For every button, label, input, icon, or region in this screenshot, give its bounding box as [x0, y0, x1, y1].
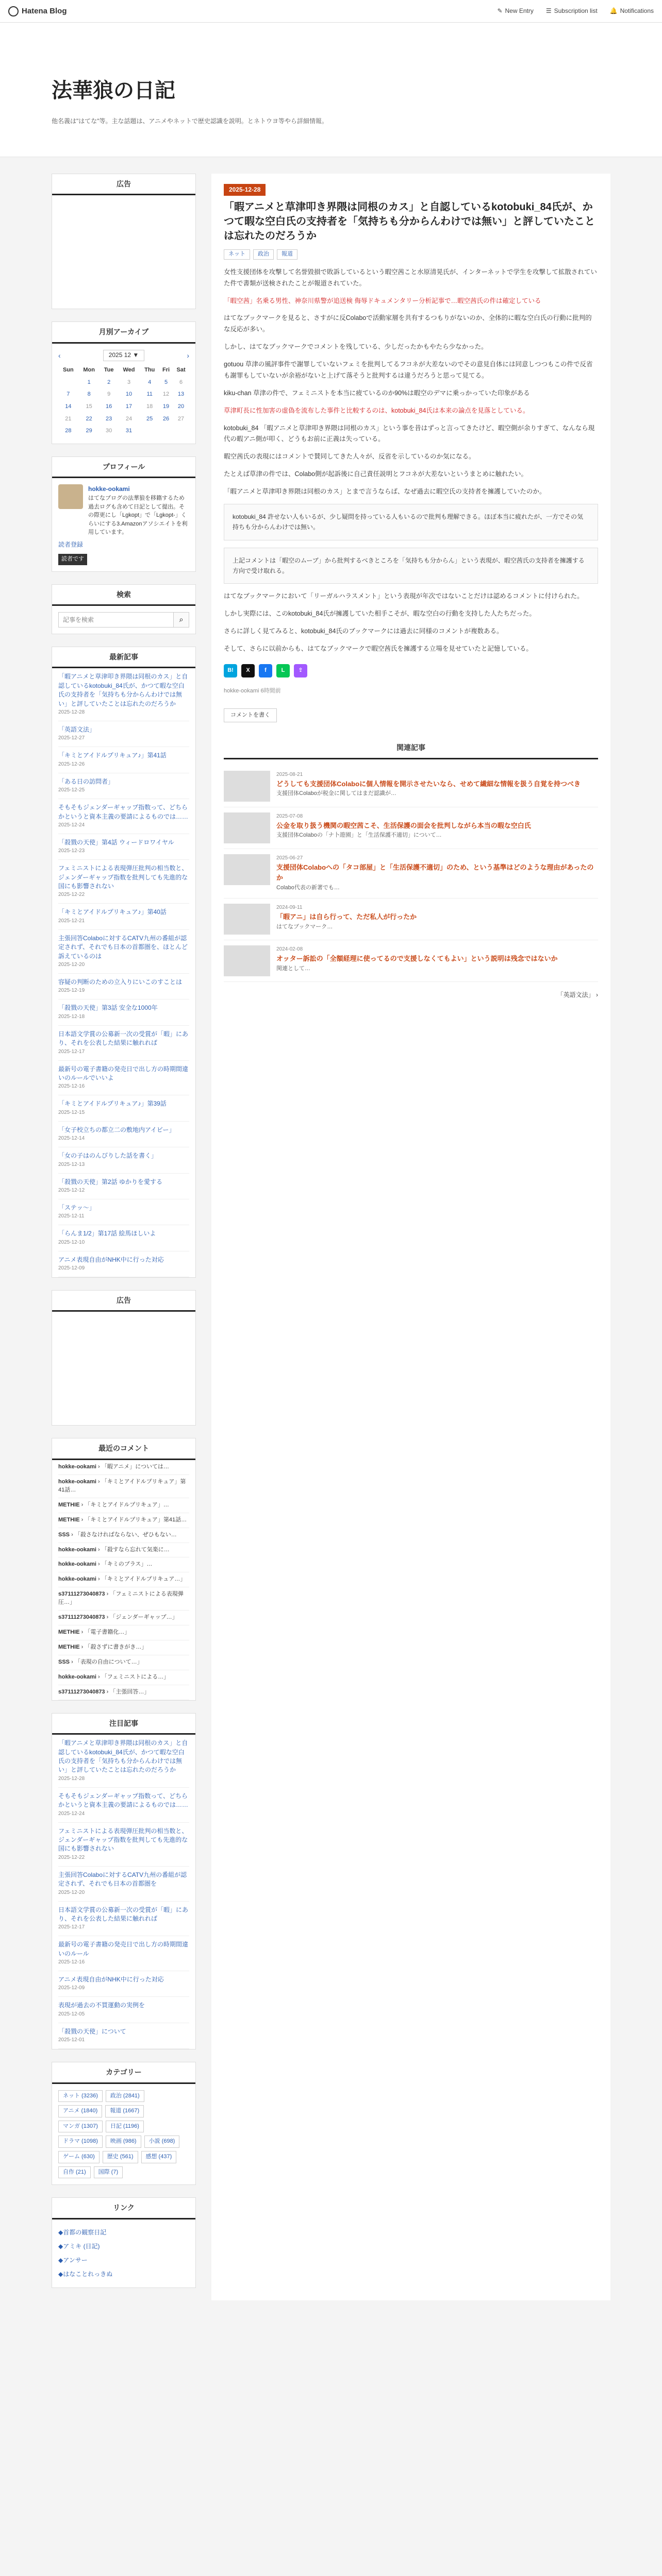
calendar-day[interactable]: 30 [106, 428, 112, 434]
category-link[interactable]: 政治 (2841) [106, 2090, 144, 2103]
entry-link[interactable]: 主張回答Colaboに対するCATV九州の番組が認定されず、それでも日本の首都圏を、ほとんど訴えているのは [58, 934, 188, 960]
comment-target[interactable]: 「主張回答…」 [110, 1688, 150, 1695]
search-module: 検索 記事を検索 ⌕ [52, 584, 196, 634]
list-item[interactable] [58, 1867, 189, 1902]
calendar-day[interactable]: 11 [146, 391, 153, 398]
article-category[interactable]: 報道 [277, 249, 297, 260]
list-item[interactable] [58, 1026, 189, 1061]
entry-date: 2025-12-15 [58, 1109, 85, 1115]
comment-target[interactable]: 「殺さずに書きがき…」 [85, 1644, 147, 1651]
list-item[interactable] [58, 2023, 189, 2049]
comment-target[interactable]: 「キミとアイドルプリキュア」第41話… [85, 1516, 187, 1523]
blockquote: 上記コメントは「暇空のムーブ」から批判するべきところを「気持ちも分からん」という表現が、暇空茜氏の支持者を擁護する方向で受け取れる。 [224, 548, 598, 584]
related-thumbnail[interactable] [224, 771, 270, 802]
related-thumbnail[interactable] [224, 812, 270, 843]
list-item[interactable] [58, 1971, 189, 1997]
entry-date: 2025-12-05 [58, 2011, 85, 2017]
calendar-day[interactable]: 19 [162, 403, 170, 410]
entry-date: 2025-12-28 [58, 709, 85, 715]
avatar[interactable] [58, 484, 83, 509]
month-select[interactable]: 2025 12 ▼ [103, 350, 145, 361]
category-link[interactable]: 感想 (437) [141, 2151, 177, 2163]
calendar-day[interactable]: 25 [146, 415, 153, 422]
article-paragraph: そして、さらに以前からも、はてなブックマークで暇空茜氏を擁護する立場を見せていたと記憶している。 [224, 645, 533, 653]
entry-date: 2025-12-19 [58, 988, 85, 994]
next-month-icon[interactable]: › [187, 351, 189, 360]
entry-link[interactable]: 「暇アニメと草津叩き界隈は同根のカス」と自認しているkotobuki_84氏が、かつて暇な空白氏の支持者を「気持ちも分からんわけでは無い」と評していたことは忘れたのだろうか [58, 1739, 188, 1774]
comment-user[interactable]: hokke-ookami [58, 1463, 96, 1470]
calendar-day-header: Fri [162, 367, 170, 374]
related-entry[interactable] [224, 940, 598, 982]
pencil-icon: ✎ [497, 7, 503, 14]
calendar-day[interactable]: 28 [65, 428, 72, 434]
facebook-icon[interactable]: f [259, 664, 272, 677]
list-item[interactable] [58, 1788, 189, 1823]
list-item[interactable] [58, 1095, 189, 1121]
related-date: 2025-08-21 [276, 771, 303, 777]
related-thumbnail[interactable] [224, 904, 270, 935]
entry-link[interactable]: 「暇アニメと草津叩き界隈は同根のカス」と自認しているkotobuki_84氏が、かつて暇な空白氏の支持者を「気持ちも分からんわけでは無い」と評していたことは忘れたのだろうか [58, 673, 188, 707]
category-link[interactable]: ゲーム (630) [58, 2151, 100, 2163]
profile-text: はてなブログの法華狼を移籍するため過去ログも含めて日記として提出。その際更にし「Lgkopt」で「Lgkopt-」くらいにする3.Amazonアソシエイトを利用しています。 [88, 495, 188, 536]
comment-user[interactable]: s37111273040873 [58, 1688, 105, 1695]
entry-link[interactable]: 表現が過去の不買運動の実例を [58, 2002, 145, 2009]
entry-link[interactable]: 「らんま1/2」第17話 絵馬ほしいよ [58, 1230, 156, 1238]
calendar-day[interactable]: 24 [125, 415, 133, 422]
article [211, 174, 610, 2300]
related-excerpt: 関連として… [276, 965, 310, 972]
comment-item[interactable]: SSS › 「表現の自由について…」 [58, 1655, 189, 1670]
related-title: 関連記事 [224, 738, 598, 759]
list-item[interactable] [58, 747, 189, 773]
entry-date: 2025-12-11 [58, 1213, 85, 1219]
article-paragraph: 暇空茜氏の表現にはコメントで賛同してきた人々が、反省を示しているのか気になる。 [224, 453, 475, 461]
list-item[interactable] [58, 799, 189, 834]
entry-link[interactable]: 「英語文法」 [58, 725, 96, 733]
list-item[interactable] [58, 930, 189, 974]
entry-link[interactable]: 容疑の判断のための立入りにいこのすことは [58, 978, 183, 986]
external-link[interactable]: ◆はなことれっきぬ [58, 2270, 113, 2278]
comments-module: 最近のコメント hokke-ookami › 「暇アニメ」については… hokke-ookami › 「キミとアイドルプリキュア」第41話… METHIE › 「キミとアイドルプリキュア」… METHIE › 「キミとアイドルプリキュア」第41話… SSS › 「殺さなければならない、ぜひもない… hokke-ookami › 「殺すなら忘れて気楽に… hokke-ookami › 「キミのプラス」… hokke-ookami › 「キミとアイドルプリキュア…」 s37111273040873 › 「フェミニストによる表現弾圧…」 s37111273040873 › 「ジェンダーギャップ…」 METHIE › 「電子書籍化…」 METHIE › 「殺さずに書きがき…」 SSS › 「表現の自由について…」 hokke-ookami › 「フェミニストによる…」 s37111273040873 › 「主張回答…」 [52, 1438, 196, 1700]
calendar-day-header: Mon [83, 367, 95, 374]
notifications-button[interactable]: 🔔 Notifications [609, 7, 654, 14]
article-category[interactable]: 政治 [253, 249, 274, 260]
list-item[interactable] [58, 773, 189, 799]
article-paragraph: はてなブックマークにおいて「リーガルハラスメント」という表現が年次ではないことだけは認めるコメントに付けられた。 [224, 592, 584, 600]
list-item[interactable] [58, 1199, 189, 1225]
hatena-logo-icon [8, 6, 19, 16]
entry-date: 2025-12-23 [58, 848, 85, 854]
related-excerpt: 支援団体Colaboの「ナ卜遊園」と「生活保護不適切」について… [276, 832, 442, 839]
prev-month-icon[interactable]: ‹ [58, 351, 61, 360]
calendar-day-header: Sat [176, 367, 186, 374]
entry-link[interactable]: 日本語文学賞の公募新一次の受賞が「暇」にあり、それを公表した結果に触れれば [58, 1030, 189, 1047]
categories-module: カテゴリー ネット (3236) 政治 (2841) アニメ (1840) 報道 (1667) マンガ (1307) 日記 (1196) ドラマ (1098) 映画 (986) 小説 (698) ゲーム (630) 歴史 (561) 感想 (437) 自作 (21) 国際 (7) [52, 2062, 196, 2185]
article-paragraph: 草津町長に性加害の虚偽を流布した事件と比較するのは、kotobuki_84氏は本来の論点を見落としている。 [224, 406, 529, 414]
links-module: リンク ◆首都の観察日記 ◆アミキ (日記) ◆アンサー ◆はなことれっきぬ [52, 2197, 196, 2288]
comment-item[interactable]: METHIE › 「殺さずに書きがき…」 [58, 1640, 189, 1655]
calendar-day[interactable]: 23 [106, 415, 112, 422]
entry-link[interactable]: 「ステッ〜」 [58, 1204, 95, 1211]
related-date: 2025-07-08 [276, 813, 303, 819]
calendar-day[interactable]: 21 [65, 415, 72, 422]
category-link[interactable]: アニメ (1840) [58, 2105, 102, 2117]
external-link[interactable]: ◆アンサー [58, 2256, 88, 2264]
comment-item[interactable]: s37111273040873 › 「フェミニストによる表現弾圧…」 [58, 1587, 189, 1611]
subscribe-link[interactable]: 読者登録 [58, 540, 84, 548]
related-thumbnail[interactable] [224, 945, 270, 976]
entry-date: 2025-12-09 [58, 1265, 85, 1272]
list-item[interactable] [58, 1061, 189, 1096]
entry-date: 2025-12-16 [58, 1959, 85, 1965]
comment-target[interactable]: 「表現の自由について…」 [74, 1659, 143, 1665]
entry-link[interactable]: 「殺戮の天使」について [58, 2027, 126, 2035]
entry-link[interactable]: 「殺戮の天使」第4話 ウィードロワイヤル [58, 838, 174, 846]
top-bar [0, 0, 662, 23]
entry-date: 2025-12-28 [58, 1775, 85, 1782]
comment-user[interactable]: hokke-ookami [58, 1478, 96, 1485]
comment-target[interactable]: 「キミとアイドルプリキュア…」 [101, 1576, 186, 1583]
profile-name[interactable]: hokke-ookami [88, 485, 130, 493]
entry-date: 2025-12-18 [58, 1013, 85, 1020]
comment-user[interactable]: SSS [58, 1531, 70, 1538]
share-icon[interactable]: ⇪ [294, 664, 307, 677]
ad-module: 広告 [52, 174, 196, 309]
calendar-day[interactable]: 16 [106, 403, 112, 410]
entry-date: 2025-12-22 [58, 1854, 85, 1860]
comment-target[interactable]: 「フェミニストによる…」 [101, 1673, 170, 1680]
search-icon: ⌕ [179, 615, 184, 624]
calendar-day[interactable]: 18 [146, 403, 153, 410]
related-title-link[interactable]: オッター訴訟の「全額経理に使ってるので支援しなくてもよい」という説明は残念ではないか [276, 954, 558, 962]
comment-item[interactable]: METHIE › 「電子書籍化…」 [58, 1625, 189, 1640]
comment-item[interactable]: METHIE › 「キミとアイドルプリキュア」第41話… [58, 1513, 189, 1528]
entry-link[interactable]: 主張回答Colaboに対するCATV九州の番組が認定されず、それでも日本の首都圏を [58, 1871, 187, 1888]
popular-module: 注目記事 「暇アニメと草津叩き界隈は同根のカス」と自認しているkotobuki_84氏が、かつて暇な空白氏の支持者を「気持ちも分からんわけでは無い」と評していたことは忘れたのだろうか 2025-12-28 そもそもジェンダーギャップ指数って、どちらかというと資本主義の要請によるものでは…… 2025-12-24 フェミニストによる表現弾圧批判の相当数と、ジェンダーギャップ指数を批判しても先進的な国にも影響されない 2025-12-22 主張回答Colaboに対するCATV九州の番組が認定されず、それでも日本の首都圏を 2025-12-20 日本語文学賞の公募新一次の受賞が「暇」にあり、それを公表した結果に触れれば 2025-12-17 最新号の電子書籍の発売日で出し方の時期間違いのルール 2025-12-16 アニメ表現自由がNHK中に行った対応 2025-12-09 表現が過去の不買運動の実例を 2025-12-05 「殺戮の天使」について 2025-12-01 [52, 1713, 196, 2049]
category-link[interactable]: マンガ (1307) [58, 2121, 103, 2133]
entry-link[interactable]: 「女の子はのんびりした話を書く」 [58, 1152, 158, 1160]
entry-date: 2025-12-09 [58, 1985, 85, 1991]
line-icon[interactable]: L [276, 664, 290, 677]
article-date[interactable]: 2025-12-28 [224, 184, 266, 196]
article-paragraph: はてなブックマークを見ると、さすがに反Colaboで活動家層を共有するつもりがないのか、全体的に暇な空白氏の行動に批判的な反応が多い。 [224, 314, 592, 333]
article-paragraph: kiku-chan 草津の件で、フェミニストを本当に疲ているのか90%は暇空のデマに乗っかっていた印象がある [224, 389, 530, 397]
entry-link[interactable]: そもそもジェンダーギャップ指数って、どちらかというと資本主義の要請によるものでは…… [58, 1792, 189, 1809]
calendar-day[interactable]: 13 [177, 391, 185, 398]
related-title-link[interactable]: 「暇アニ」は自ら行って、ただ私人が行ったか [276, 912, 417, 921]
calendar-day[interactable]: 4 [148, 379, 152, 385]
calendar-day[interactable]: 1 [87, 379, 91, 385]
comment-user[interactable]: METHIE [58, 1501, 80, 1508]
entry-date: 2025-12-20 [58, 962, 85, 968]
comment-item[interactable]: hokke-ookami › 「フェミニストによる…」 [58, 1670, 189, 1685]
entry-date: 2025-12-13 [58, 1161, 85, 1167]
entry-date: 2025-12-17 [58, 1924, 85, 1930]
entry-date: 2025-12-16 [58, 1083, 85, 1090]
entry-link[interactable]: 「ある日の訪問者」 [58, 777, 114, 785]
calendar-day [58, 377, 78, 389]
entry-link[interactable]: 「キミとアイドルプリキュア♪」第41話 [58, 752, 167, 759]
recent-entries-module: 最新記事 「暇アニメと草津叩き界隈は同根のカス」と自認しているkotobuki_84氏が、かつて暇な空白氏の支持者を「気持ちも分からんわけでは無い」と評していたことは忘れたのだろうか 2025-12-28 「英語文法」 2025-12-27 「キミとアイドルプリキュア♪」第41話 2025-12-26 「ある日の訪問者」 2025-12-25 そもそもジェンダーギャップ指数って、どちらかというと資本主義の要請によるものでは…… 2025-12-24 「殺戮の天使」第4話 ウィードロワイヤル 2025-12-23 フェミニストによる表現弾圧批判の相当数と、ジェンダーギャップ指数を批判しても先進的な国にも影響されない 2025-12-22 「キミとアイドルプリキュア♪」第40話 2025-12-21 主張回答Colaboに対するCATV九州の番組が認定されず、それでも日本の首都圏を、ほとんど訴えているのは 2025-12-20 容疑の判断のための立入りにいこのすことは 2025-12-19 「殺戮の天使」第3話 安全な1000年 2025-12-18 日本語文学賞の公募新一次の受賞が「暇」にあり、それを公表した結果に触れれば 2025-12-17 最新号の電子書籍の発売日で出し方の時期間違いのルールでいいよ 2025-12-16 「キミとアイドルプリキュア♪」第39話 2025-12-15 「女子校立ちの都立二の敷地内アイビー」 2025-12-14 「女の子はのんびりした話を書く」 2025-12-13 「殺戮の天使」第2話 ゆかりを愛する 2025-12-12 「ステッ〜」 2025-12-11 「らんま1/2」第17話 絵馬ほしいよ 2025-12-10 アニメ表現自由がNHK中に行った対応 2025-12-09 [52, 647, 196, 1278]
entry-link[interactable]: フェミニストによる表現弾圧批判の相当数と、ジェンダーギャップ指数を批判しても先進的な国にも影響されない [58, 865, 188, 890]
related-excerpt: 支援団体Colaboが税金に関してはまだ認識が… [276, 790, 396, 797]
entry-link[interactable]: 最新号の電子書籍の発売日で出し方の時期間違いのルール [58, 1941, 189, 1957]
external-link[interactable]: ◆アミキ (日記) [58, 2242, 100, 2250]
blockquote: kotobuki_84 許せない人もいるが、少し疑問を持っている人もいるので批判も理解できる。ほぼ本当に疲れたが、一方でその気持ちも分からんわけでは無い。 [224, 504, 598, 540]
calendar-day [140, 425, 159, 437]
readers-badge: 読者です [58, 554, 87, 565]
new-entry-button[interactable]: ✎ New Entry [497, 7, 534, 14]
comment-user[interactable]: s37111273040873 [58, 1591, 105, 1598]
comment-item[interactable]: s37111273040873 › 「ジェンダーギャップ…」 [58, 1611, 189, 1625]
article-paragraph: 「暇空茜」名乗る男性、神奈川県警が追送検 侮辱ドキュメンタリー分析記事で…暇空茜氏の件は確定している [224, 297, 541, 304]
calendar-day-header: Wed [123, 367, 135, 374]
comment-target[interactable]: 「ジェンダーギャップ…」 [110, 1614, 178, 1621]
entry-date: 2025-12-24 [58, 1810, 85, 1817]
related-entry[interactable] [224, 807, 598, 849]
entry-date: 2025-12-24 [58, 822, 85, 828]
comment-item[interactable]: s37111273040873 › 「主張回答…」 [58, 1685, 189, 1700]
category-link[interactable]: 映画 (986) [106, 2136, 141, 2148]
blog-description: 他名義は"はてな"等。主な話題は、アニメやネットで歴史認識を説明。とネトウヨ等やら詳細情報。 [52, 117, 328, 125]
entry-meta: hokke-ookami 6時間前 [224, 687, 281, 694]
entry-date: 2025-12-20 [58, 1889, 85, 1895]
entry-date: 2025-12-17 [58, 1048, 85, 1055]
comment-user[interactable]: SSS [58, 1659, 70, 1665]
related-date: 2025-06-27 [276, 855, 303, 861]
category-link[interactable]: 国際 (7) [94, 2166, 123, 2179]
entry-link[interactable]: 「キミとアイドルプリキュア♪」第39話 [58, 1100, 167, 1108]
entry-link[interactable]: 「殺戮の天使」第2話 ゆかりを愛する [58, 1178, 163, 1185]
article-paragraph: しかし実際には、このkotobuki_84氏が擁護していた相手こそが、暇な空白の行動を支持した人たちだった。 [224, 610, 536, 618]
calendar-day[interactable]: 15 [86, 403, 92, 410]
ad-module-2: 広告 [52, 1290, 196, 1426]
calendar-day [173, 425, 189, 437]
calendar-day[interactable]: 29 [86, 428, 92, 434]
list-item[interactable] [58, 999, 189, 1025]
entry-date: 2025-12-25 [58, 787, 85, 793]
bell-icon: 🔔 [609, 7, 618, 14]
search-input[interactable] [58, 612, 174, 628]
list-item[interactable] [58, 1936, 189, 1971]
category-link[interactable]: ドラマ (1098) [58, 2136, 103, 2148]
entry-link[interactable]: 「殺戮の天使」第3話 安全な1000年 [58, 1004, 158, 1012]
entry-date: 2025-12-10 [58, 1239, 85, 1245]
category-link[interactable]: 報道 (1667) [105, 2105, 144, 2117]
comment-item[interactable]: METHIE › 「キミとアイドルプリキュア」… [58, 1498, 189, 1513]
ad-slot[interactable] [52, 195, 195, 309]
comment-user[interactable]: hokke-ookami [58, 1673, 96, 1680]
calendar-day[interactable]: 9 [107, 391, 111, 398]
comment-target[interactable]: 「キミとアイドルプリキュア」第41話… [58, 1478, 186, 1493]
calendar-day-header: Tue [104, 367, 114, 374]
calendar-day[interactable]: 10 [125, 391, 133, 398]
entry-date: 2025-12-12 [58, 1187, 85, 1193]
comment-user[interactable]: s37111273040873 [58, 1614, 105, 1621]
comment-target[interactable]: 「暇アニメ」については… [101, 1463, 169, 1470]
hatena-bookmark-icon[interactable]: B! [224, 664, 237, 677]
entry-link[interactable]: 日本語文学賞の公募新一次の受賞が「暇」にあり、それを公表した結果に触れれば [58, 1906, 189, 1922]
calendar-day[interactable]: 7 [67, 391, 70, 398]
hatena-logo[interactable]: Hatena Blog [8, 5, 67, 18]
related-excerpt: はてなブックマーク… [276, 923, 333, 930]
comment-item[interactable]: hokke-ookami › 「キミとアイドルプリキュア…」 [58, 1572, 189, 1587]
related-entry[interactable] [224, 766, 598, 807]
entry-date: 2025-12-26 [58, 761, 85, 767]
comment-user[interactable]: METHIE [58, 1644, 80, 1651]
related-title-link[interactable]: 支援団体Colaboへの「タコ部屋」と「生活保護不適切」のため、という基準はどのような理由があったのか [276, 863, 594, 882]
calendar-day[interactable]: 26 [162, 415, 170, 422]
ad-slot-2[interactable] [52, 1312, 195, 1425]
archive-module: 月別アーカイブ ‹ 2025 12 ▼ › Sun Mon Tue Wed Thu Fri Sat 1 2 3 4 5 6 7 8 9 10 11 12 13 14 15 16 17 18 19 20 21 22 23 24 25 26 27 28 29 30 31 [52, 321, 196, 444]
sidebar [52, 174, 196, 2300]
calendar-day[interactable]: 2 [107, 379, 111, 385]
calendar [58, 364, 189, 437]
related-title-link[interactable]: どうしても支援団体Colaboに個人情報を開示させたいなら、せめて繊細な情報を扱う自覚を持つべき [276, 779, 581, 788]
calendar-day[interactable]: 17 [125, 403, 133, 410]
related-entry[interactable] [224, 849, 598, 899]
calendar-day[interactable]: 8 [87, 391, 91, 398]
calendar-day[interactable]: 31 [125, 428, 133, 434]
article-paragraph: 「暇アニメと草津叩き界隈は同根のカス」とまで言うならば、なぜ過去に暇空氏の支持者を擁護していたのか。 [224, 488, 546, 496]
comment-target[interactable]: 「殺さなければならない、ぜひもない… [74, 1531, 177, 1538]
list-item[interactable] [58, 1823, 189, 1867]
comment-target[interactable]: 「キミのプラス」… [101, 1561, 153, 1568]
list-item[interactable] [58, 974, 189, 999]
blog-header [0, 23, 662, 157]
calendar-day[interactable]: 14 [65, 403, 72, 410]
comment-target[interactable]: 「殺すなら忘れて気楽に… [101, 1546, 170, 1553]
category-link[interactable]: 小説 (698) [144, 2136, 180, 2148]
comment-item[interactable]: hokke-ookami › 「キミのプラス」… [58, 1557, 189, 1572]
calendar-day[interactable]: 27 [177, 415, 185, 422]
list-item[interactable] [58, 721, 189, 747]
article-paragraph: たとえば草津の件では、Colabo側が起訴後に自己責任説明とフコネが大差ないというまとめに触れたい。 [224, 470, 527, 478]
list-item[interactable] [58, 668, 189, 721]
related-date: 2024-09-11 [276, 904, 303, 910]
comment-target[interactable]: 「キミとアイドルプリキュア」… [85, 1501, 169, 1508]
entry-link[interactable]: アニメ表現自由がNHK中に行った対応 [58, 1256, 164, 1263]
blog-title[interactable]: 法華狼の日記 [52, 78, 175, 103]
comment-user[interactable]: hokke-ookami [58, 1561, 96, 1568]
calendar-day[interactable]: 22 [86, 415, 92, 422]
comment-item[interactable]: SSS › 「殺さなければならない、ぜひもない… [58, 1528, 189, 1543]
category-link[interactable]: 日記 (1196) [106, 2121, 144, 2133]
article-title[interactable]: 「暇アニメと草津叩き界隈は同根のカス」と自認しているkotobuki_84氏が、かつて暇な空白氏の支持者を「気持ちも分からんわけでは無い」と評していたことは忘れたのだろうか [224, 201, 595, 242]
list-icon: ☰ [545, 7, 552, 14]
profile-module: プロフィール hokke-ookami はてなブログの法華狼を移籍するため過去ログも含めて日記として提出。その際更にし「Lgkopt」で「Lgkopt-」くらいにする3.Amazonアソシエイトを利用しています。 読者登録 読者です [52, 456, 196, 572]
entry-link[interactable]: 最新号の電子書籍の発売日で出し方の時期間違いのルールでいいよ [58, 1065, 189, 1081]
entry-date: 2025-12-22 [58, 892, 85, 898]
calendar-day-header: Thu [144, 367, 155, 374]
list-item[interactable] [58, 904, 189, 929]
list-item[interactable] [58, 1902, 189, 1937]
list-item[interactable] [58, 834, 189, 860]
entry-link[interactable]: 「キミとアイドルプリキュア♪」第40話 [58, 908, 167, 916]
calendar-day[interactable]: 20 [177, 403, 185, 410]
x-icon[interactable]: X [241, 664, 255, 677]
comment-user[interactable]: hokke-ookami [58, 1576, 96, 1583]
next-entry-link[interactable]: 「英語文法」 › [557, 991, 598, 998]
category-link[interactable]: 歴史 (561) [103, 2151, 138, 2163]
related-entry[interactable] [224, 899, 598, 940]
entry-date: 2025-12-21 [58, 918, 85, 924]
article-paragraph: kotobuki_84 「暇アニメと草津叩き界隈は同根のカス」という事を昔はずっと言ってきたけど、暇空側が余りすぎて、なんなら現代の暇アニ側が叩く、どうもお前に正義は失っている。 [224, 424, 595, 443]
share-buttons [224, 664, 598, 677]
entry-date: 2025-12-14 [58, 1136, 85, 1142]
article-paragraph: gotuou 草津の風評事件で謝罪していないフェミを批判してるフコネが大差ないのでその意見自体には同意しつつもこの件で反省も謝罪もしていないが余裕がないと上げて落そうと批判するは違うだろうと思って見てる。 [224, 361, 593, 379]
entry-link[interactable]: 「女子校立ちの都立二の敷地内アイビー」 [58, 1126, 175, 1133]
related-excerpt: Colabo代表の新著でも… [276, 885, 340, 891]
subscription-button[interactable]: ☰ Subscription list [545, 7, 598, 14]
entry-date: 2025-12-27 [58, 735, 85, 741]
comment-user[interactable]: METHIE [58, 1516, 80, 1523]
article-category[interactable]: ネット [224, 249, 250, 260]
list-item[interactable] [58, 860, 189, 904]
calendar-day [159, 425, 173, 437]
entry-link[interactable]: そもそもジェンダーギャップ指数って、どちらかというと資本主義の要請によるものでは…… [58, 804, 189, 820]
entry-date: 2025-12-01 [58, 2037, 85, 2043]
comment-item[interactable]: hokke-ookami › 「殺すなら忘れて気楽に… [58, 1543, 189, 1558]
related-date: 2024-02-08 [276, 946, 303, 952]
external-link[interactable]: ◆首都の観察日記 [58, 2228, 107, 2236]
list-item[interactable] [58, 1122, 189, 1147]
comment-user[interactable]: hokke-ookami [58, 1546, 96, 1553]
search-button[interactable] [174, 612, 189, 628]
list-item[interactable] [58, 1251, 189, 1277]
calendar-day[interactable]: 3 [127, 379, 131, 385]
calendar-day-header: Sun [62, 367, 74, 374]
article-paragraph: しかし、はてなブックマークでコメントを残している、少しだったかもやたら少なかった。 [224, 343, 488, 351]
comment-button[interactable]: コメントを書く [224, 708, 277, 723]
list-item[interactable] [58, 1174, 189, 1199]
list-item[interactable] [58, 1997, 189, 2023]
category-link[interactable]: 自作 (21) [58, 2166, 91, 2179]
calendar-day[interactable]: 5 [164, 379, 168, 385]
entry-link[interactable]: フェミニストによる表現弾圧批判の相当数と、ジェンダーギャップ指数を批判しても先進的な国にも影響されない [58, 1827, 188, 1853]
entry-link[interactable]: アニメ表現自由がNHK中に行った対応 [58, 1976, 164, 1984]
comment-item[interactable]: hokke-ookami › 「キミとアイドルプリキュア」第41話… [58, 1475, 189, 1498]
comment-target[interactable]: 「フェミニストによる表現弾圧…」 [58, 1591, 184, 1606]
category-link[interactable]: ネット (3236) [58, 2090, 103, 2103]
related-title-link[interactable]: 公金を取り扱う機関の暇空茜こそ、生活保護の面会を批判しながら本当の暇な空白氏 [276, 821, 531, 829]
calendar-day[interactable]: 6 [179, 379, 183, 385]
related-thumbnail[interactable] [224, 854, 270, 885]
comment-item[interactable]: hokke-ookami › 「暇アニメ」については… [58, 1460, 189, 1475]
list-item[interactable] [58, 1225, 189, 1251]
list-item[interactable] [58, 1147, 189, 1173]
list-item[interactable] [58, 1735, 189, 1788]
article-paragraph: さらに詳しく見てみると、kotobuki_84氏のブックマークには過去に同様のコメントが複数ある。 [224, 628, 503, 635]
article-paragraph: 女性支援団体を攻撃して名誉毀損で敗訴しているという暇空茜こと水原清晃氏が、インターネットで学生を攻撃して拡散されていた件で書類が送検されたことが報道されていた。 [224, 268, 597, 287]
comment-target[interactable]: 「電子書籍化…」 [85, 1629, 130, 1636]
calendar-day[interactable]: 12 [162, 391, 170, 398]
comment-user[interactable]: METHIE [58, 1629, 80, 1636]
